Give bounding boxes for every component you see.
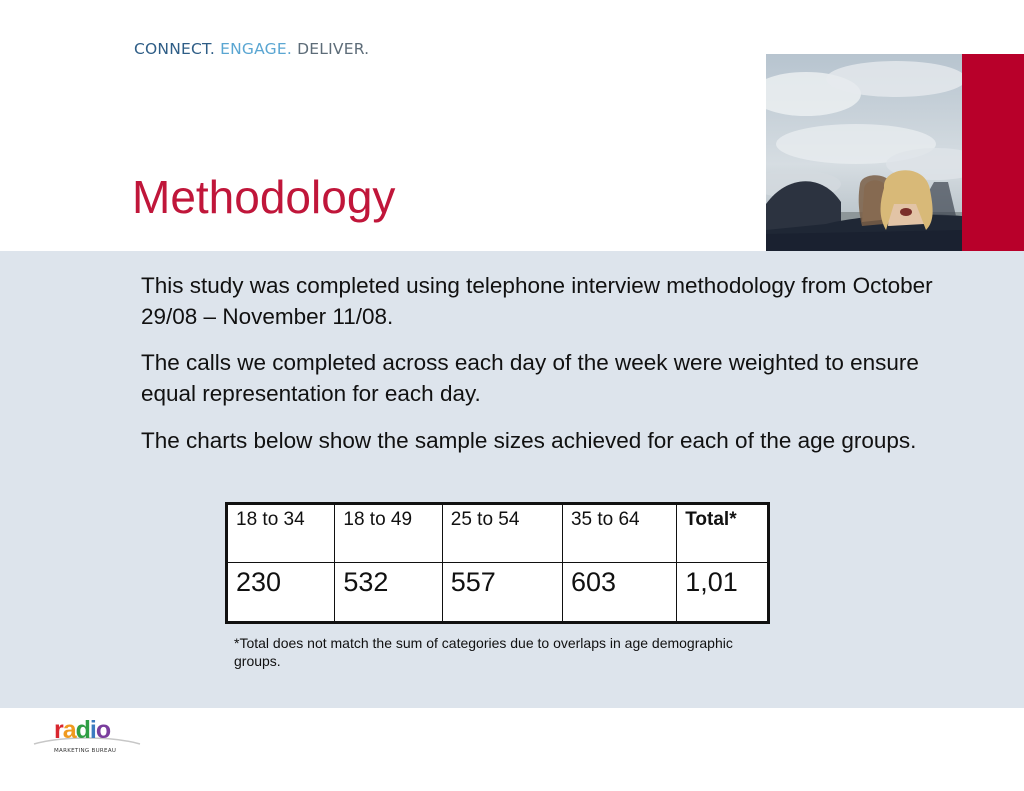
header-cell-18-34: 18 to 34 — [227, 504, 335, 563]
tagline — [134, 40, 369, 58]
svg-text:MARKETING BUREAU: MARKETING BUREAU — [54, 748, 117, 754]
header-cell-18-49: 18 to 49 — [335, 504, 442, 563]
svg-text:radio: radio — [54, 716, 111, 744]
table-value-row — [227, 563, 769, 623]
header-cell-25-54: 25 to 54 — [442, 504, 562, 563]
header-cell-total: Total* — [677, 504, 769, 563]
value-cell-total: 1,01 — [677, 563, 769, 623]
page-title: Methodology — [132, 171, 396, 223]
paragraph-study-dates: This study was completed using telephone interview methodology from October 29/08 – November 11/08. — [141, 273, 933, 329]
radio-marketing-bureau-logo — [32, 712, 142, 758]
tagline-connect: CONNECT. — [134, 40, 215, 58]
value-cell-18-49: 532 — [335, 563, 442, 623]
table-header-row — [227, 504, 769, 563]
header-cell-35-64: 35 to 64 — [562, 504, 676, 563]
value-cell-18-34: 230 — [227, 563, 335, 623]
tagline-engage: ENGAGE. — [220, 40, 293, 58]
table-footnote: *Total does not match the sum of categories due to overlaps in age demographic groups. — [234, 635, 733, 669]
red-accent-bar — [962, 54, 1024, 255]
tagline-deliver: DELIVER. — [297, 40, 370, 58]
value-cell-35-64: 603 — [562, 563, 676, 623]
paragraph-weighting: The calls we completed across each day of the week were weighted to ensure equal representation for each day. — [141, 350, 919, 406]
sample-size-table — [225, 502, 770, 624]
convertible-photo — [766, 54, 962, 255]
paragraph-sample-sizes: The charts below show the sample sizes achieved for each of the age groups. — [141, 428, 917, 453]
value-cell-25-54: 557 — [442, 563, 562, 623]
